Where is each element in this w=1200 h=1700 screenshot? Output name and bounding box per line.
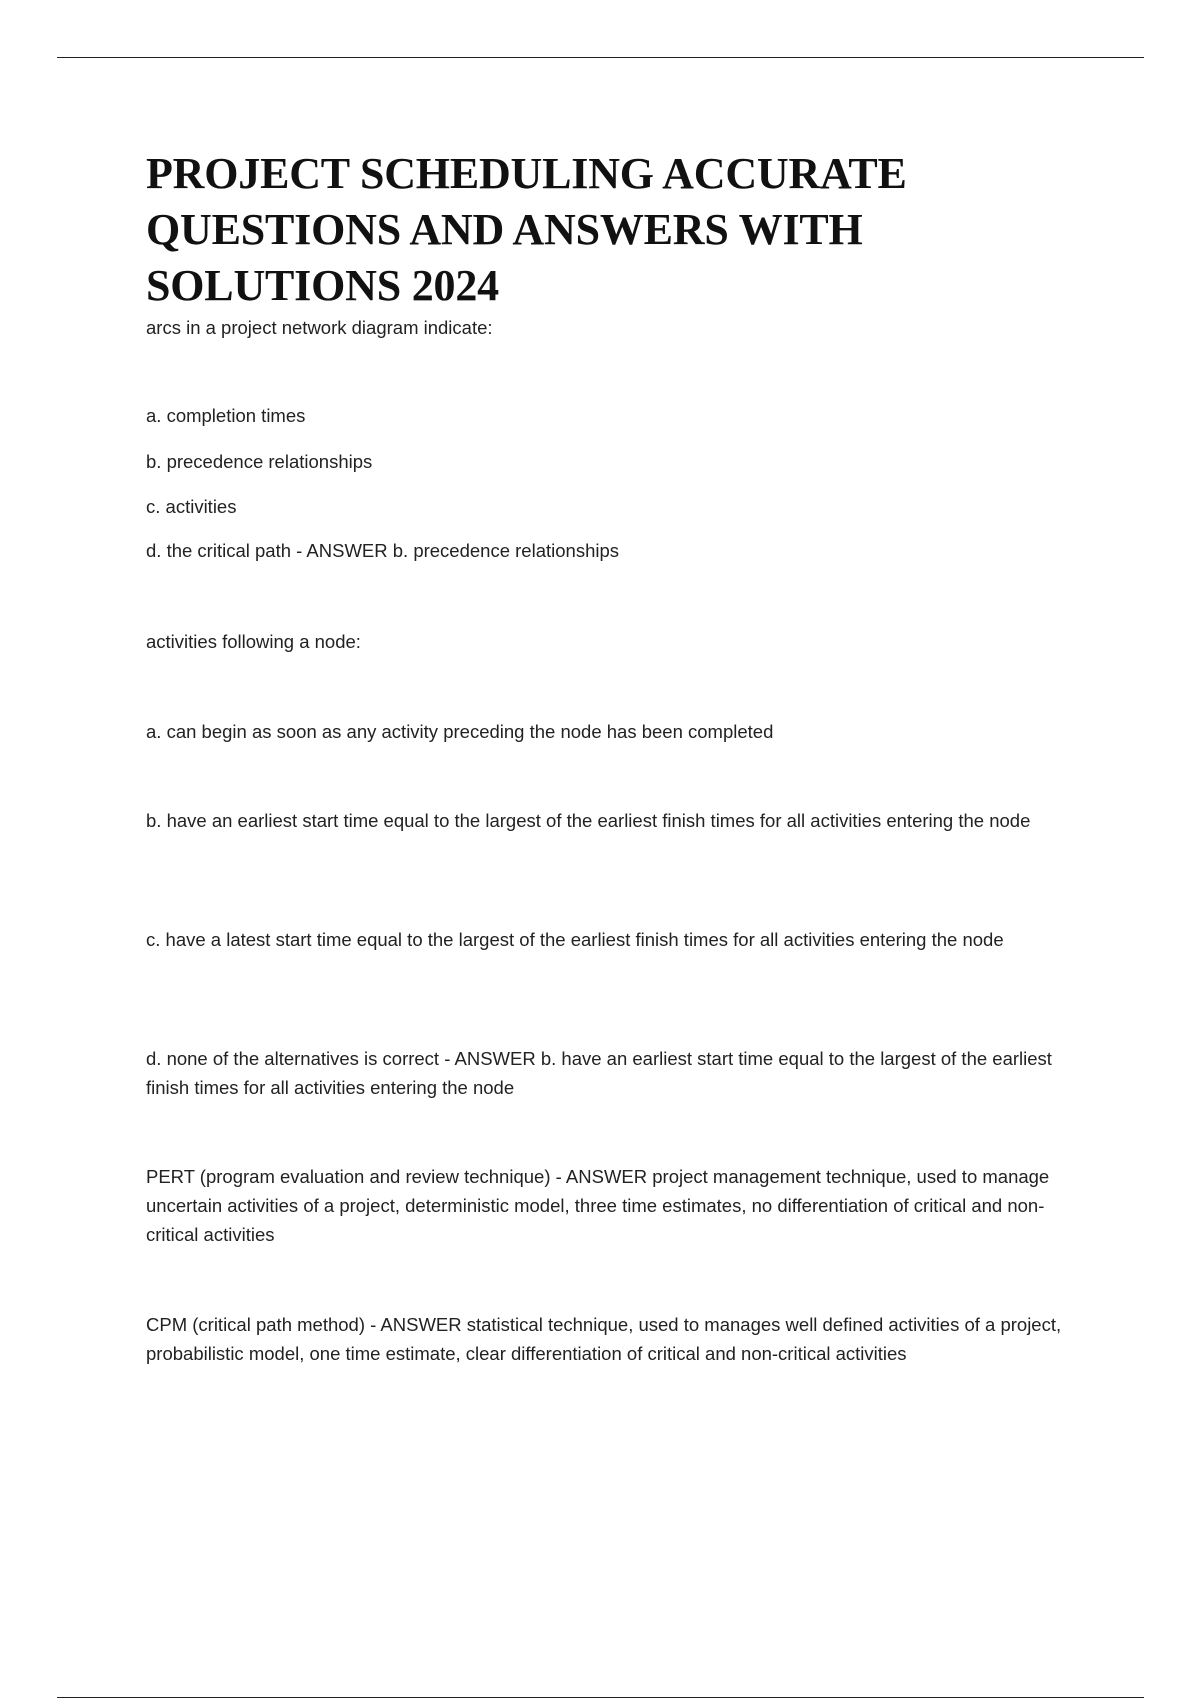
q2-option-d-answer: d. none of the alternatives is correct - ANSWER b. have an earliest start time equal to the largest of the earliest finish times for all activities entering the node bbox=[146, 1048, 1052, 1098]
cpm-definition: CPM (critical path method) - ANSWER statistical technique, used to manages well defined activities of a project, probabilistic model, one time estimate, clear differentiation of critical and non-critical activities bbox=[146, 1314, 1062, 1364]
document-title: PROJECT SCHEDULING ACCURATE QUESTIONS AND ANSWERS WITH SOLUTIONS 2024 bbox=[146, 149, 907, 310]
q2-option-b: b. have an earliest start time equal to the largest of the earliest finish times for all activities entering the node bbox=[146, 810, 1031, 831]
q1-option-d-answer: d. the critical path - ANSWER b. precedence relationships bbox=[146, 540, 620, 561]
bottom-rule bbox=[57, 1697, 1144, 1698]
top-rule bbox=[57, 57, 1144, 58]
q1-question: arcs in a project network diagram indicate: bbox=[146, 317, 493, 338]
q1-option-c: c. activities bbox=[146, 496, 237, 517]
q2-option-a: a. can begin as soon as any activity preceding the node has been completed bbox=[146, 721, 774, 742]
pert-definition: PERT (program evaluation and review technique) - ANSWER project management technique, used to manage uncertain activities of a project, deterministic model, three time estimates, no differentiation of critical and non-critical activities bbox=[146, 1166, 1050, 1245]
q2-option-c: c. have a latest start time equal to the largest of the earliest finish times for all activities entering the node bbox=[146, 929, 1004, 950]
q1-option-a: a. completion times bbox=[146, 405, 306, 426]
q1-option-b: b. precedence relationships bbox=[146, 451, 373, 472]
document-body bbox=[146, 146, 1096, 1364]
q2-question: activities following a node: bbox=[146, 631, 361, 652]
